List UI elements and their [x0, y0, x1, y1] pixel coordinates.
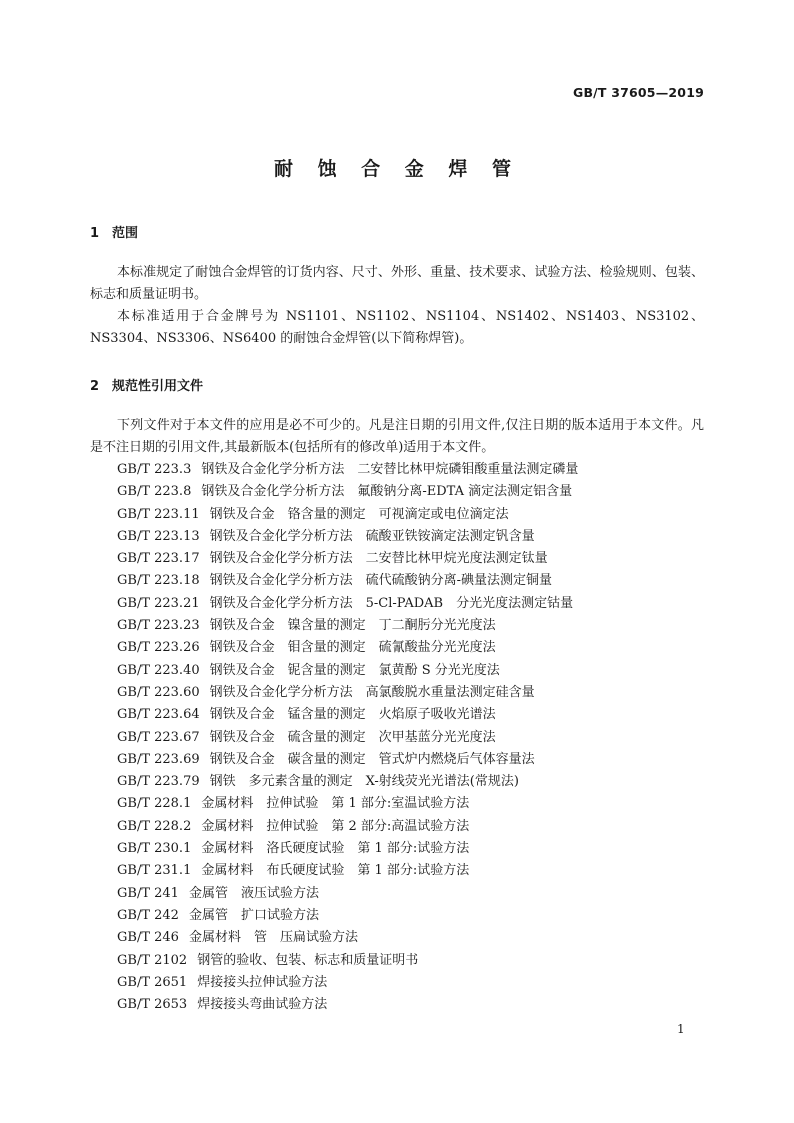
reference-item — [117, 972, 578, 994]
reference-title: 金属材料 洛氏硬度试验 第 1 部分:试验方法 — [201, 841, 470, 857]
section-1-heading — [90, 222, 138, 241]
reference-title: 金属管 液压试验方法 — [188, 885, 319, 901]
reference-item — [117, 660, 578, 682]
reference-code: GB/T 223.11 — [117, 506, 200, 522]
section-2-heading — [90, 375, 203, 394]
reference-item — [117, 927, 578, 949]
reference-code: GB/T 241 — [117, 885, 179, 901]
reference-item — [117, 481, 578, 503]
reference-title: 钢铁及合金 铌含量的测定 氯黄酚 S 分光光度法 — [209, 662, 500, 678]
reference-code: GB/T 223.13 — [117, 528, 200, 544]
reference-item — [117, 615, 578, 637]
reference-code: GB/T 230.1 — [117, 841, 192, 857]
reference-item — [117, 548, 578, 570]
reference-title: 钢铁及合金化学分析方法 氟酸钠分离-EDTA 滴定法测定铝含量 — [201, 484, 573, 500]
reference-code: GB/T 223.79 — [117, 774, 200, 790]
scope-paragraph-1: 本标准规定了耐蚀合金焊管的订货内容、尺寸、外形、重量、技术要求、试验方法、检验规则、包装、标志和质量证明书。 — [90, 265, 704, 302]
reference-code: GB/T 228.1 — [117, 796, 192, 812]
reference-code: GB/T 223.8 — [117, 484, 192, 500]
reference-code: GB/T 246 — [117, 930, 179, 946]
reference-title: 焊接接头弯曲试验方法 — [197, 997, 328, 1013]
reference-code: GB/T 223.67 — [117, 729, 200, 745]
reference-code: GB/T 228.2 — [117, 818, 192, 834]
reference-title: 金属材料 管 压扁试验方法 — [188, 930, 358, 946]
reference-item — [117, 570, 578, 592]
reference-item — [117, 838, 578, 860]
reference-code: GB/T 231.1 — [117, 863, 192, 879]
page-number: 1 — [677, 1022, 685, 1036]
reference-item — [117, 593, 578, 615]
reference-title: 钢铁及合金 镍含量的测定 丁二酮肟分光光度法 — [209, 618, 496, 634]
reference-code: GB/T 2653 — [117, 997, 188, 1013]
section-1-title: 范围 — [112, 226, 139, 241]
scope-paragraph-2: 本标准适用于合金牌号为 NS1101、NS1102、NS1104、NS1402、NS1403、NS3102、NS3304、NS3306、NS6400 的耐蚀合金焊管(以下简称焊管)。 — [90, 309, 704, 346]
reference-item — [117, 816, 578, 838]
reference-title: 金属材料 拉伸试验 第 2 部分:高温试验方法 — [201, 818, 470, 834]
reference-item — [117, 749, 578, 771]
reference-title: 钢铁及合金化学分析方法 二安替比林甲烷磷钼酸重量法测定磷量 — [201, 462, 579, 477]
reference-item — [117, 459, 578, 481]
reference-code: GB/T 223.3 — [117, 462, 192, 477]
reference-code: GB/T 223.40 — [117, 662, 200, 678]
reference-item — [117, 950, 578, 972]
reference-code: GB/T 2102 — [117, 952, 188, 968]
reference-title: 钢管的验收、包装、标志和质量证明书 — [197, 952, 419, 968]
standard-code: GB/T 37605—2019 — [572, 85, 704, 100]
reference-code: GB/T 223.26 — [117, 640, 200, 656]
reference-title: 焊接接头拉伸试验方法 — [197, 974, 328, 990]
reference-code: GB/T 223.21 — [117, 595, 200, 611]
reference-item — [117, 994, 578, 1016]
reference-code: GB/T 223.18 — [117, 573, 200, 589]
reference-title: 钢铁及合金化学分析方法 硫酸亚铁铵滴定法测定钒含量 — [209, 528, 535, 544]
document-title: 耐 蚀 合 金 焊 管 — [273, 158, 521, 180]
reference-code: GB/T 223.69 — [117, 751, 200, 767]
reference-item — [117, 905, 578, 927]
reference-item — [117, 526, 578, 548]
reference-item — [117, 504, 578, 526]
reference-code: GB/T 223.64 — [117, 707, 200, 723]
section-2-number: 2 — [90, 379, 100, 394]
reference-item — [117, 860, 578, 882]
reference-title: 钢铁及合金 锰含量的测定 火焰原子吸收光谱法 — [209, 707, 496, 723]
reference-code: GB/T 223.60 — [117, 684, 200, 700]
reference-item — [117, 704, 578, 726]
reference-title: 钢铁及合金化学分析方法 硫代硫酸钠分离-碘量法测定铜量 — [209, 573, 553, 589]
reference-title: 金属管 扩口试验方法 — [188, 907, 319, 923]
reference-list — [117, 459, 578, 1016]
section-1-number: 1 — [90, 226, 100, 241]
reference-title: 金属材料 拉伸试验 第 1 部分:室温试验方法 — [201, 796, 470, 812]
reference-code: GB/T 223.17 — [117, 551, 200, 567]
section-2-title: 规范性引用文件 — [112, 379, 204, 394]
reference-title: 钢铁及合金 钼含量的测定 硫氰酸盐分光光度法 — [209, 640, 496, 656]
reference-item — [117, 793, 578, 815]
references-intro: 下列文件对于本文件的应用是必不可少的。凡是注日期的引用文件,仅注日期的版本适用于本文件。凡是不注日期的引用文件,其最新版本(包括所有的修改单)适用于本文件。 — [90, 418, 704, 455]
reference-item — [117, 771, 578, 793]
reference-code: GB/T 2651 — [117, 974, 188, 990]
reference-item — [117, 727, 578, 749]
reference-code: GB/T 242 — [117, 907, 179, 923]
reference-title: 钢铁及合金 铬含量的测定 可视滴定或电位滴定法 — [209, 506, 509, 522]
reference-title: 钢铁及合金化学分析方法 二安替比林甲烷光度法测定钛量 — [209, 551, 548, 567]
reference-title: 钢铁 多元素含量的测定 X-射线荧光光谱法(常规法) — [209, 774, 519, 790]
reference-title: 金属材料 布氏硬度试验 第 1 部分:试验方法 — [201, 863, 470, 879]
reference-title: 钢铁及合金化学分析方法 高氯酸脱水重量法测定硅含量 — [209, 684, 535, 700]
reference-title: 钢铁及合金 硫含量的测定 次甲基蓝分光光度法 — [209, 729, 496, 745]
reference-item — [117, 883, 578, 905]
reference-title: 钢铁及合金化学分析方法 5-Cl-PADAB 分光光度法测定钴量 — [209, 595, 574, 611]
reference-title: 钢铁及合金 碳含量的测定 管式炉内燃烧后气体容量法 — [209, 751, 535, 767]
reference-code: GB/T 223.23 — [117, 618, 200, 634]
reference-item — [117, 637, 578, 659]
reference-item — [117, 682, 578, 704]
